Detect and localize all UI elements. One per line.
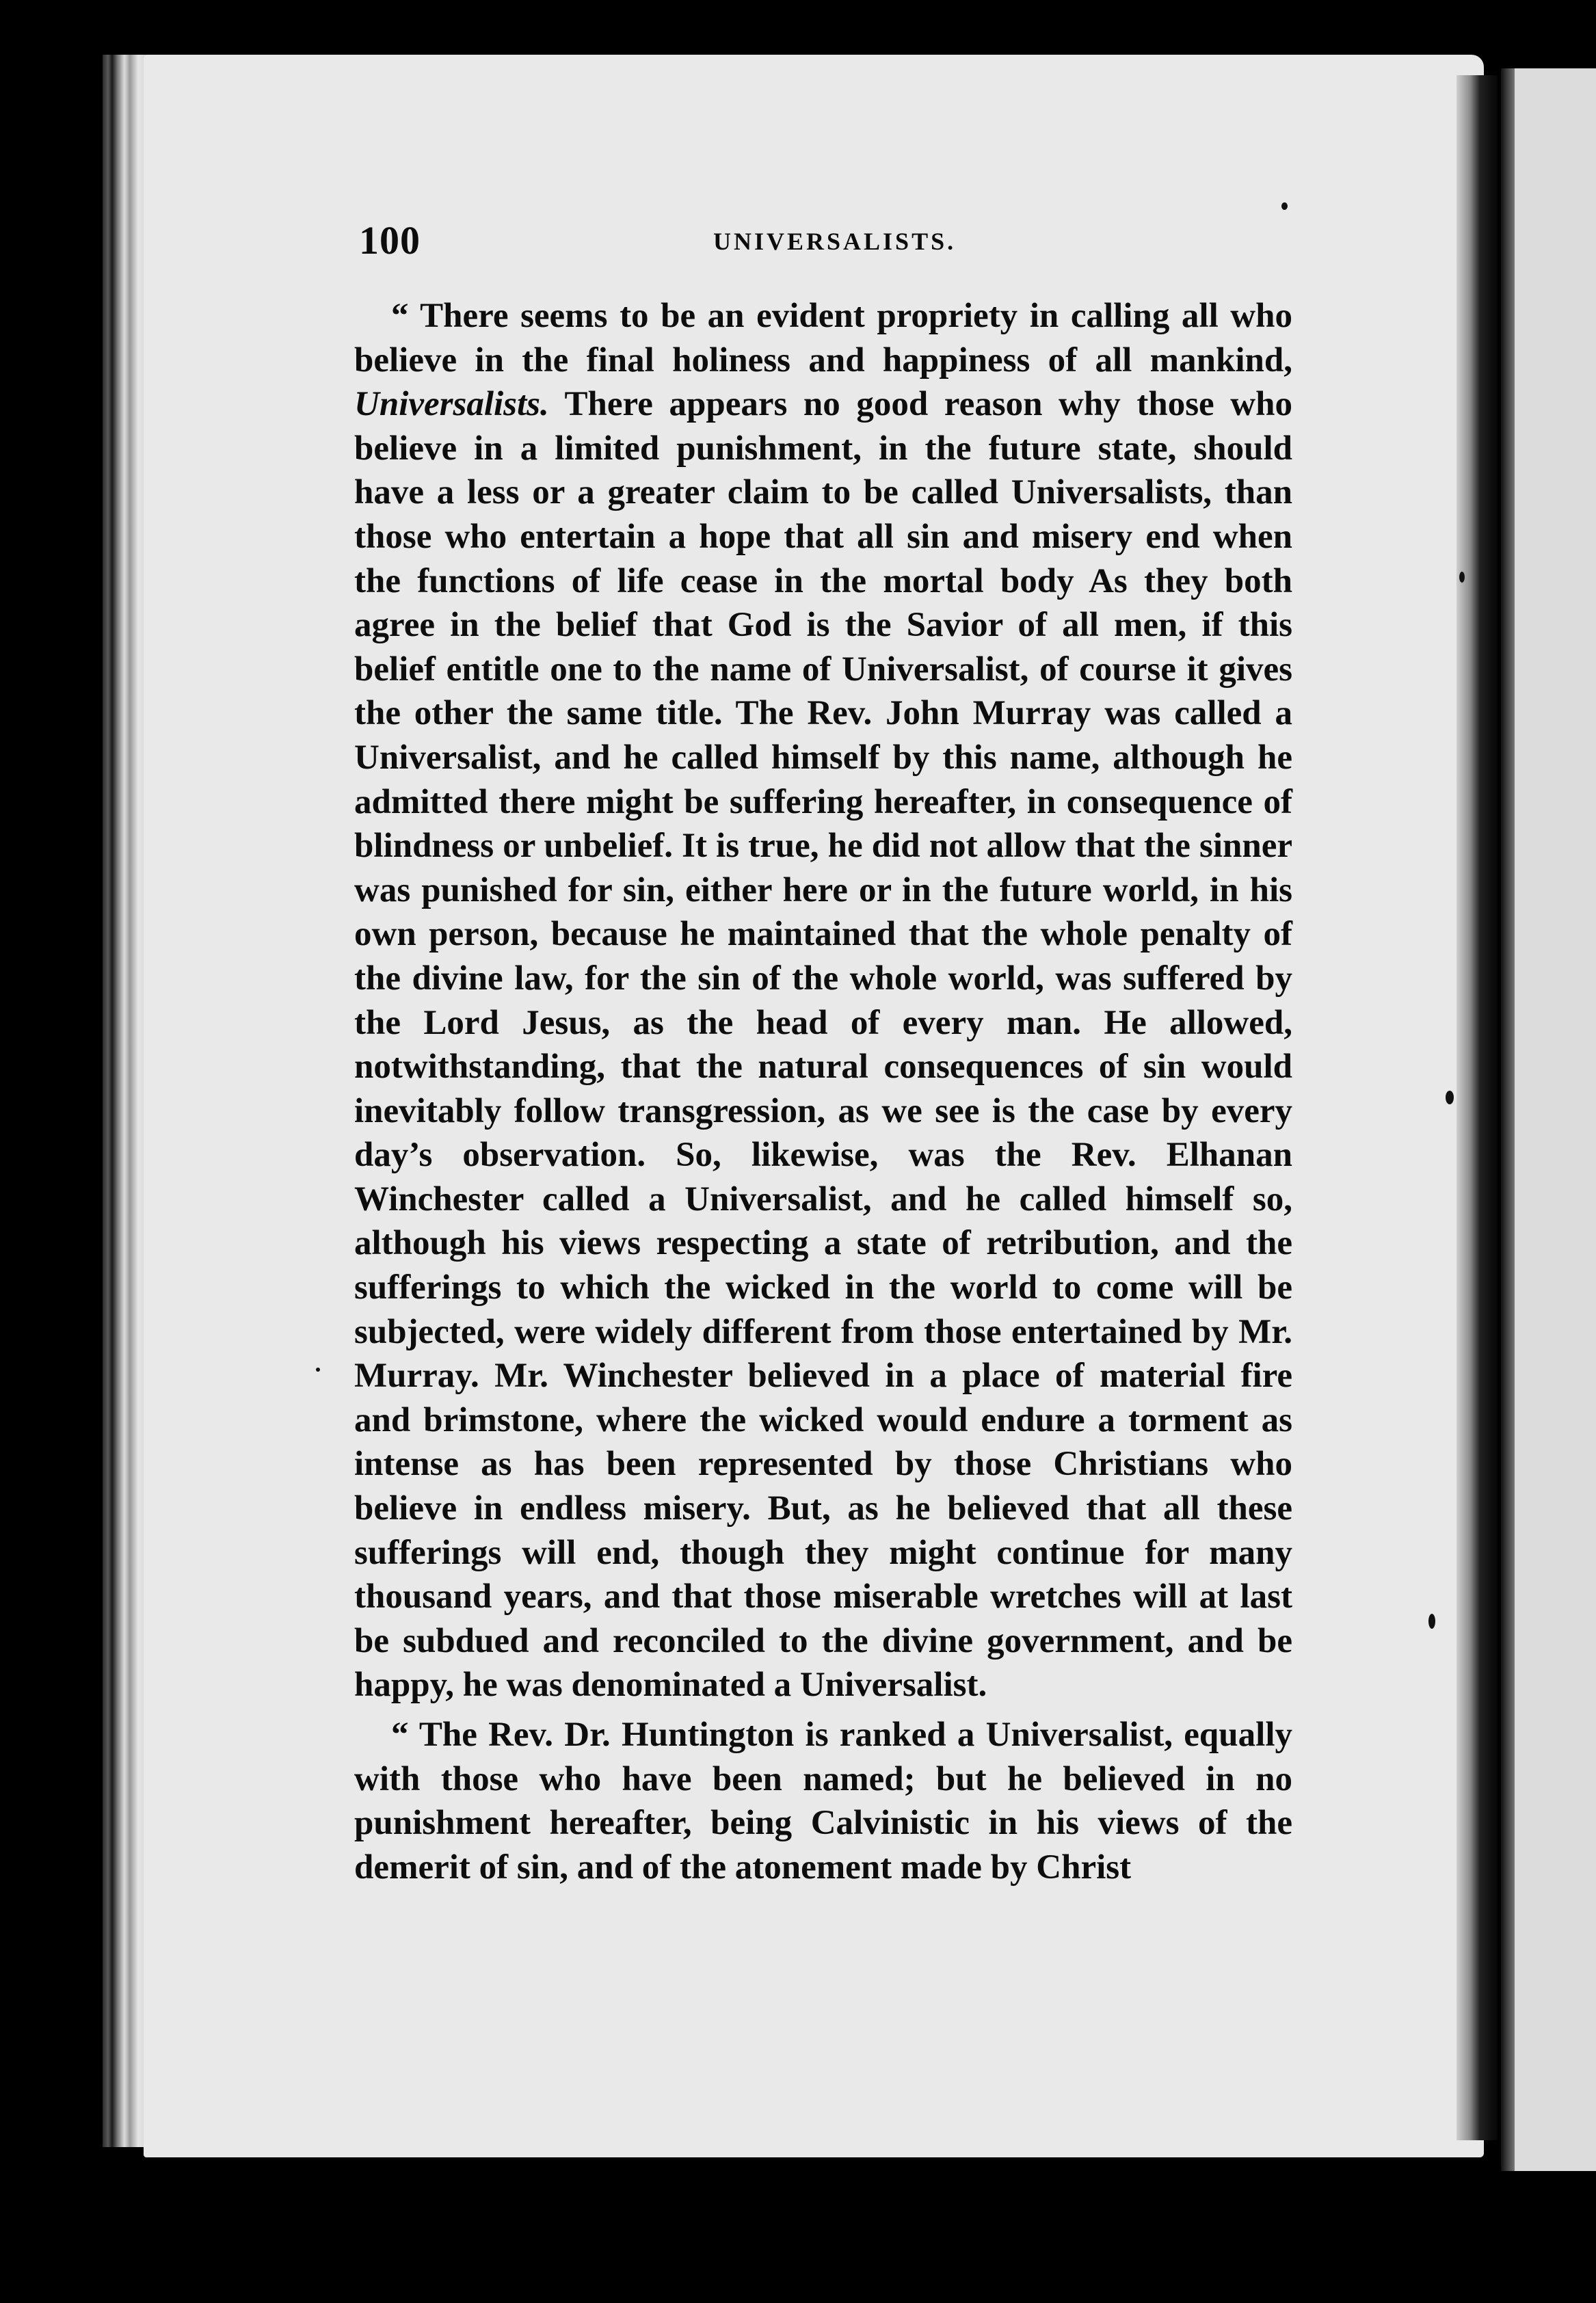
- adjacent-page: [1501, 68, 1596, 2171]
- speck: [1459, 572, 1465, 583]
- speck: [1446, 1091, 1454, 1104]
- speck: [1428, 1614, 1435, 1629]
- paragraph-1-opening: “ There seems to be an evident propriety in calling all who believe in the final holiness and happiness of all mankind,: [354, 297, 1292, 380]
- page-number: 100: [359, 218, 421, 263]
- paragraph-2: [354, 1713, 1292, 1889]
- adjacent-page-edge: [1501, 68, 1515, 2171]
- speck: [1281, 202, 1288, 210]
- paragraph-2-text: “ The Rev. Dr. Huntington is ranked a Universalist, equally with those who have been named; but he believed in no punishment hereafter, being Calvinistic in his views of the demerit of sin, and of the atonement made by Christ: [354, 1716, 1292, 1887]
- running-head: UNIVERSALISTS.: [713, 228, 957, 255]
- paragraph-1: [354, 294, 1292, 1707]
- speck: [316, 1368, 320, 1372]
- body-text: [354, 294, 1292, 1889]
- page-header: [359, 217, 1286, 272]
- paragraph-1-rest: There appears no good reason why those who believe in a limited punishment, in the future state, should have a less or a greater claim to be called Universalists, than those who entertain a hope that all sin and misery end when the functions of life cease in the mortal body As they both agree in the belief that God is the Savior of all men, if this belief entitle one to the name of Universalist, of course it gives the other the same title. The Rev. John Murray was called a Universalist, and he called himself by this name, although he admitted there might be suffering hereafter, in consequence of blindness or unbelief. It is true, he did not allow that the sinner was punished for sin, either here or in the future world, in his own person, because he maintained that the whole penalty of the divine law, for the sin of the whole world, was suffered by the Lord Jesus, as the head of every man. He allowed, notwithstanding, that the natural consequences of sin would inevitably follow transgression, as we see is the case by every day’s observation. So, likewise, was the Rev. Elhanan Winchester called a Universalist, and he called himself so, although his views respecting a state of retribution, and the sufferings to which the wicked in the world to come will be subjected, were widely different from those entertained by Mr. Murray. Mr. Winchester believed in a place of material fire and brimstone, where the wicked would endure a torment as intense as has been represented by those Christians who believe in endless misery. But, as he believed that all these sufferings will end, though they might continue for many thousand years, and that those miserable wretches will at last be subdued and reconciled to the divine government, and be happy, he was denominated a Universalist.: [354, 385, 1292, 1705]
- italic-term: Universalists.: [354, 385, 549, 424]
- page-fold-shadow: [1457, 75, 1498, 2140]
